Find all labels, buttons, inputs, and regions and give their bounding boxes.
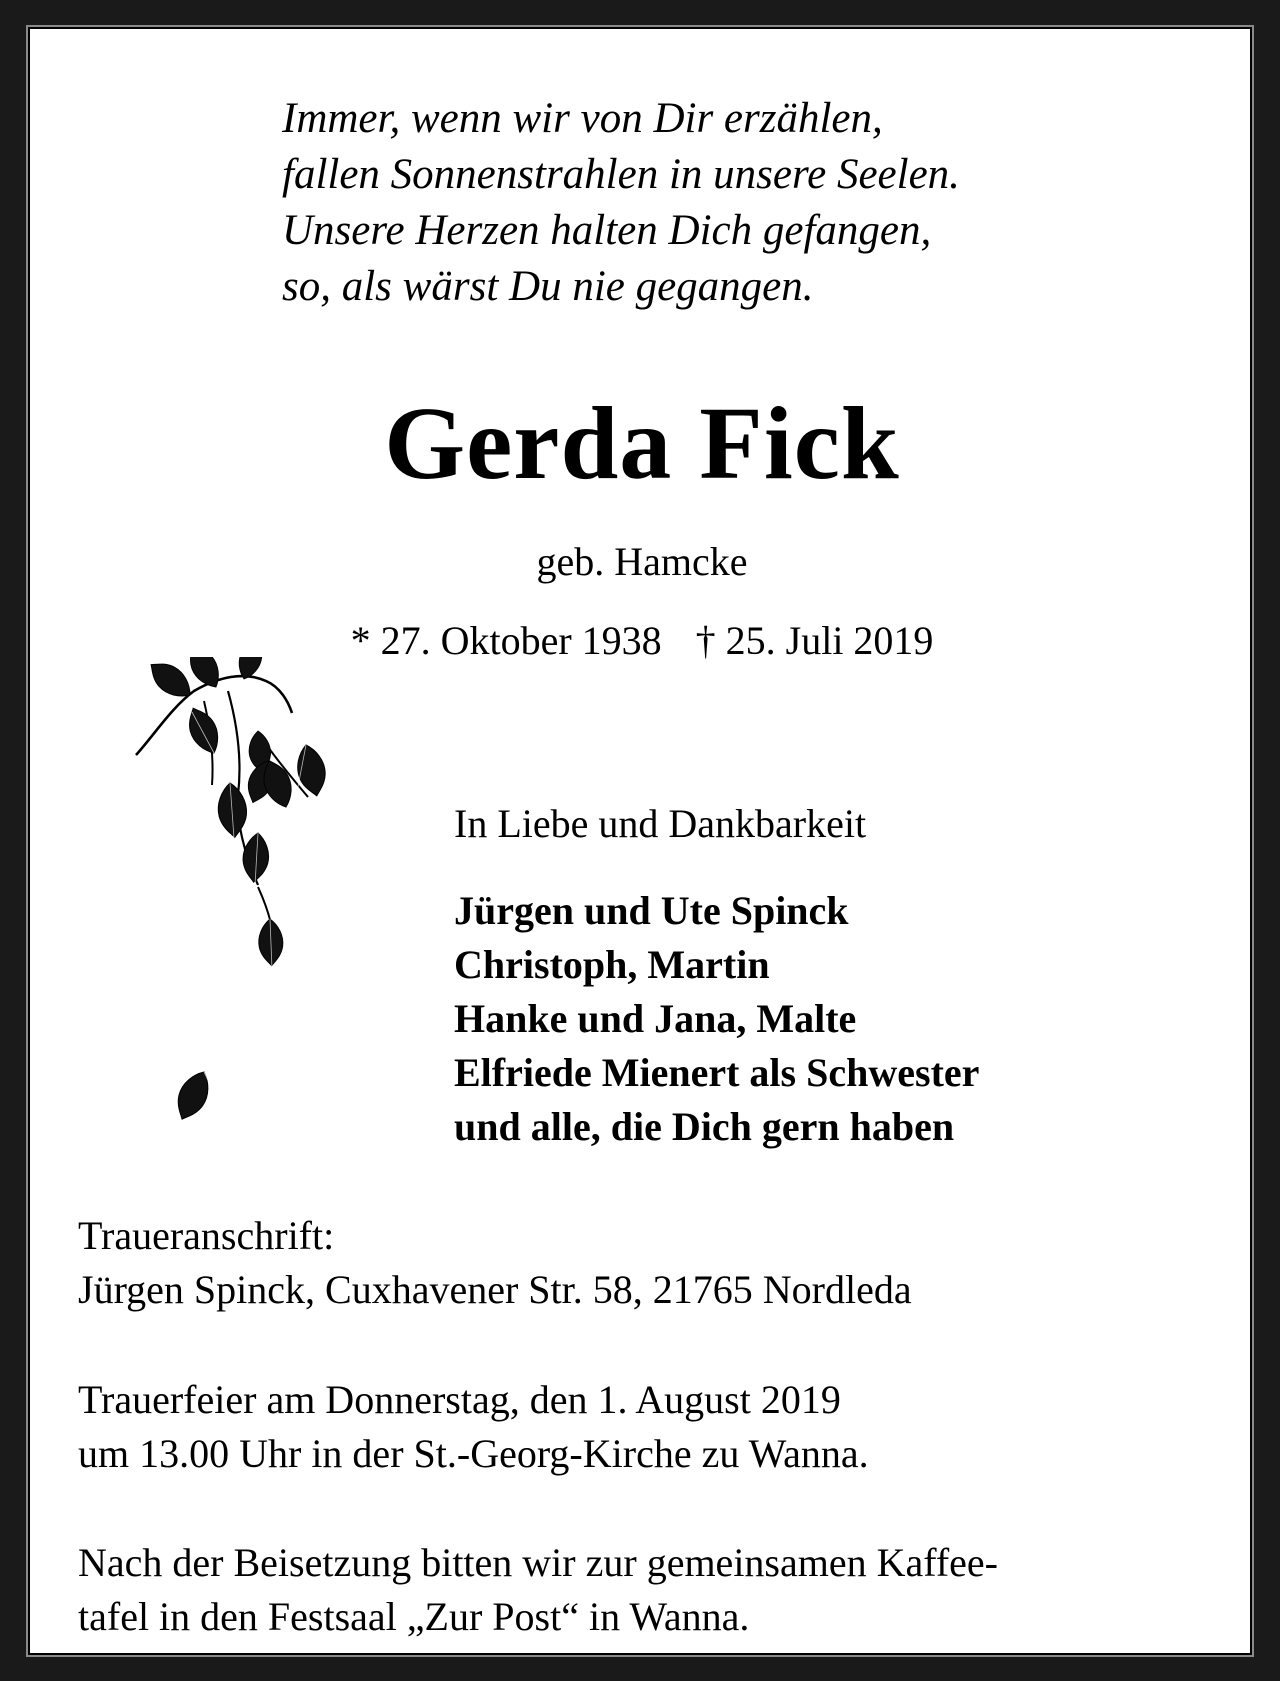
- poem-line: so, als wärst Du nie gegangen.: [282, 263, 814, 310]
- address-value: Jürgen Spinck, Cuxhavener Str. 58, 21765 Nordleda: [78, 1267, 912, 1312]
- mourner-line: Jürgen und Ute Spinck: [454, 888, 849, 933]
- mourners-list: [454, 884, 979, 1154]
- birch-branch-icon: [108, 657, 348, 1157]
- memorial-poem: [282, 91, 960, 315]
- obituary-frame: [26, 25, 1254, 1657]
- birth-date: * 27. Oktober 1938: [350, 618, 662, 663]
- service-line: Trauerfeier am Donnerstag, den 1. August 2019: [78, 1377, 841, 1422]
- mourner-line: und alle, die Dich gern haben: [454, 1104, 955, 1149]
- mourners-intro: In Liebe und Dankbarkeit: [454, 801, 867, 846]
- reception-info: [78, 1536, 998, 1644]
- poem-line: Immer, wenn wir von Dir erzählen,: [282, 95, 883, 142]
- poem-line: fallen Sonnenstrahlen in unsere Seelen.: [282, 151, 960, 198]
- poem-line: Unsere Herzen halten Dich gefangen,: [282, 207, 932, 254]
- mourner-line: Christoph, Martin: [454, 942, 770, 987]
- mourner-line: Hanke und Jana, Malte: [454, 996, 857, 1041]
- mourning-address: [78, 1209, 912, 1317]
- reception-line: Nach der Beisetzung bitten wir zur gemeinsamen Kaffee-: [78, 1540, 998, 1585]
- funeral-service-info: [78, 1373, 869, 1481]
- maiden-name: geb. Hamcke: [536, 539, 748, 584]
- service-line: um 13.00 Uhr in der St.-Georg-Kirche zu Wanna.: [78, 1431, 869, 1476]
- address-label: Traueranschrift:: [78, 1213, 335, 1258]
- mourner-line: Elfriede Mienert als Schwester: [454, 1050, 980, 1095]
- death-date: † 25. Juli 2019: [695, 618, 934, 663]
- deceased-name: Gerda Fick: [384, 386, 900, 501]
- obituary-inner-border: [28, 27, 1252, 1655]
- reception-line: tafel in den Festsaal „Zur Post“ in Wanna.: [78, 1594, 750, 1639]
